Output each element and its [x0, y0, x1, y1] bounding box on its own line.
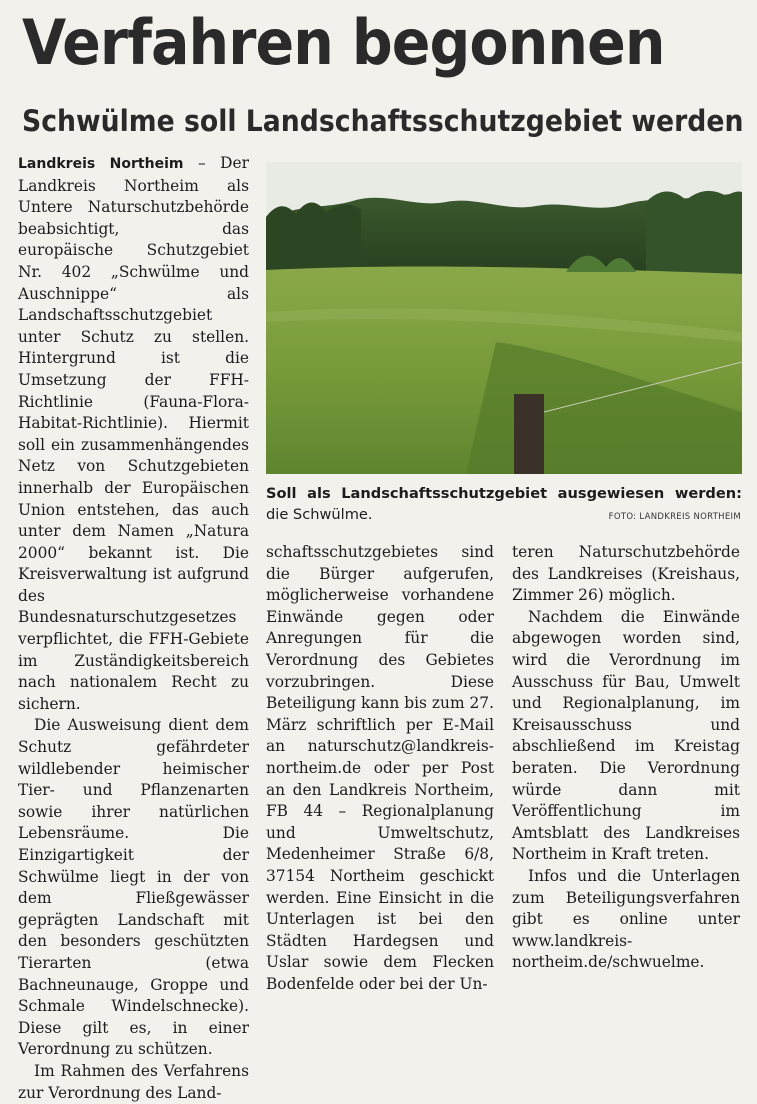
paragraph [18, 153, 249, 715]
photo-credit: FOTO: LANDKREIS NORTHEIM [608, 512, 741, 522]
paragraph: teren Naturschutzbehörde des Landkreises (Kreishaus, Zimmer 26) möglich. [512, 543, 740, 605]
meadow-photo [266, 162, 742, 474]
caption-bold: Soll als Landschaftsschutzgebiet ausgewiesen werden: [266, 485, 742, 502]
paragraph: schaftsschutzgebietes sind die Bürger aufgerufen, möglicherweise vorhandene Einwände gegen oder Anregungen für die Verordnung des Gebietes vorzubringen. Diese Beteiligung kann bis zum 27. März schriftlich per E-Mail an naturschutz@landkreis-northeim.de oder per Post an den Landkreis Northeim, FB 44 – Regionalplanung und Umweltschutz, Medenheimer Straße 6/8, 37154 Northeim geschickt werden. Eine Einsicht in die Unterlagen ist bei den Städten Hardegsen und Uslar sowie dem Flecken Bodenfelde oder bei der Un- [266, 543, 494, 993]
paragraph: Infos und die Unterlagen zum Beteiligungsverfahren gibt es online unter www.landkreis-northeim.de/schwuelme. [512, 866, 740, 972]
article-column-1 [18, 153, 249, 1104]
article-column-3 [512, 542, 740, 974]
paragraph: Nachdem die Einwände abgewogen worden sind, wird die Verordnung im Ausschuss für Bau, Umwelt und Regionalplanung, im Kreisausschuss und abschließend im Kreistag beraten. Die Verordnung würde dann mit Veröffentlichung im Amtsblatt des Landkreises Northeim in Kraft treten. [512, 607, 740, 864]
headline: Verfahren begonnen [22, 6, 665, 79]
subheadline: Schwülme soll Landschaftsschutzgebiet werden [22, 104, 744, 138]
article-column-2 [266, 542, 494, 995]
paragraph: Im Rahmen des Verfahrens zur Verordnung des Land- [18, 1061, 249, 1102]
dateline: Landkreis Northeim [18, 156, 184, 172]
landscape-image [266, 162, 742, 474]
caption-text: die Schwülme. [266, 506, 373, 523]
paragraph: Die Ausweisung dient dem Schutz gefährdeter wildlebender heimischer Tier- und Pflanzenarten sowie ihrer natürlichen Lebensräume. Die Einzigartigkeit der Schwülme liegt in der von dem Fließgewässer geprägten Landschaft mit den besonders geschützten Tierarten (etwa Bachneunauge, Groppe und Schmale Windelschnecke). Diese gilt es, in einer Verordnung zu schützen. [18, 716, 249, 1059]
paragraph-text: – Der Landkreis Northeim als Untere Naturschutzbehörde beabsichtigt, das europäische Schutzgebiet Nr. 402 „Schwülme und Auschnippe“ als Landschaftsschutzgebiet unter Schutz zu stellen. Hintergrund ist die Umsetzung der FFH-Richtlinie (Fauna-Flora-Habitat-Richtlinie). Hiermit soll ein zusammenhängendes Netz von Schutzgebieten innerhalb der Europäischen Union entstehen, das auch unter dem Namen „Natura 2000“ bekannt ist. Die Kreisverwaltung ist aufgrund des Bundesnaturschutzgesetzes verpflichtet, die FFH-Gebiete im Zuständigkeitsbereich nach nationalem Recht zu sichern. [18, 154, 249, 713]
